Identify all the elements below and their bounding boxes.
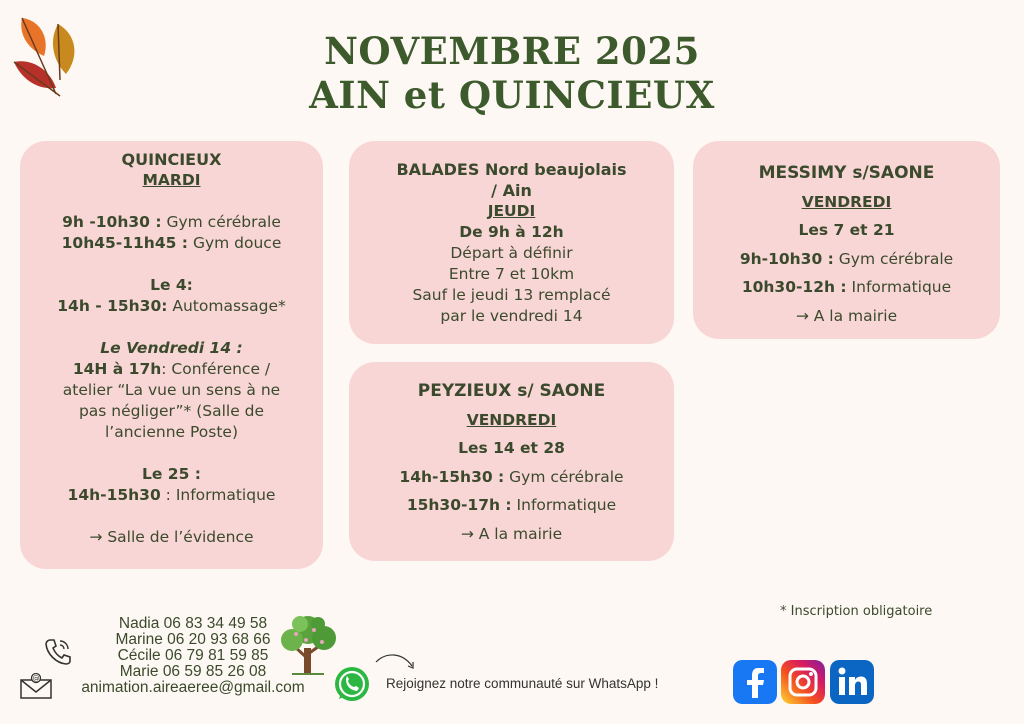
- inscription-note: * Inscription obligatoire: [780, 604, 933, 619]
- time-slot: 14h-15h30 :: [399, 467, 505, 486]
- location: → A la mairie: [795, 306, 898, 325]
- email-icon: [19, 672, 53, 700]
- activity: Automassage*: [167, 297, 286, 315]
- card-messimy: [693, 141, 1000, 339]
- activity: pas négliger”* (Salle de: [78, 402, 265, 420]
- card-day: MARDI: [142, 171, 201, 189]
- location: → Salle de l’évidence: [89, 528, 254, 546]
- location: → A la mairie: [460, 524, 563, 543]
- activity: l’ancienne Poste): [104, 423, 239, 441]
- card-title: / Ain: [491, 181, 532, 200]
- card-place: PEYZIEUX s/ SAONE: [417, 381, 606, 401]
- activity: Informatique: [511, 496, 617, 514]
- activity: Gym cérébrale: [161, 213, 281, 231]
- time-slot: 10h30-12h :: [741, 278, 847, 296]
- card-day: VENDREDI: [801, 192, 892, 211]
- detail: Départ à définir: [450, 244, 573, 262]
- card-title: BALADES Nord beaujolais: [396, 160, 627, 179]
- activity: Gym douce: [188, 234, 282, 252]
- tree-logo: [276, 610, 340, 678]
- time-slot: De 9h à 12h: [459, 223, 564, 241]
- activity: Gym cérébrale: [504, 467, 624, 486]
- detail: Entre 7 et 10km: [448, 265, 575, 283]
- activity: Gym cérébrale: [833, 249, 954, 268]
- instagram-icon[interactable]: [781, 660, 825, 704]
- card-place: MESSIMY s/SAONE: [758, 163, 935, 183]
- card-peyzieux: [349, 362, 674, 561]
- date-label: Le 4:: [150, 276, 193, 294]
- time-slot: 9h-10h30 :: [739, 249, 834, 268]
- detail: par le vendredi 14: [440, 307, 583, 325]
- contact-marie: Marie 06 59 85 26 08: [119, 663, 267, 680]
- whatsapp-invite[interactable]: Rejoignez notre communauté sur WhatsApp !: [386, 676, 659, 691]
- detail: Sauf le jeudi 13 remplacé: [412, 286, 611, 304]
- page-title-location: AIN et QUINCIEUX: [309, 73, 715, 117]
- contact-cecile: Cécile 06 79 81 59 85: [117, 647, 269, 664]
- time-slot: 9h -10h30 :: [62, 213, 162, 231]
- time-slot: 15h30-17h :: [406, 496, 512, 514]
- activity: : Informatique: [160, 486, 276, 504]
- card-day: VENDREDI: [466, 410, 557, 429]
- linkedin-icon[interactable]: [830, 660, 874, 704]
- time-slot: 10h45-11h45 :: [61, 234, 189, 252]
- arrow-icon: [372, 650, 418, 674]
- time-slot: 14h-15h30: [67, 486, 161, 504]
- whatsapp-icon[interactable]: [332, 664, 372, 704]
- card-place: QUINCIEUX: [121, 150, 222, 169]
- card-dates: Les 7 et 21: [798, 221, 895, 239]
- time-slot: 14H à 17h: [72, 360, 162, 378]
- contact-marine: Marine 06 20 93 68 66: [115, 631, 271, 648]
- card-day: JEUDI: [487, 202, 536, 220]
- time-slot: 14h - 15h30:: [57, 297, 168, 315]
- page-title-month: NOVEMBRE 2025: [324, 29, 700, 73]
- card-balades: [349, 141, 674, 344]
- card-quincieux: [20, 141, 323, 569]
- svg-text:@: @: [32, 674, 40, 683]
- activity: atelier “La vue un sens à ne: [62, 381, 281, 399]
- card-dates: Les 14 et 28: [458, 439, 565, 457]
- facebook-icon[interactable]: [733, 660, 777, 704]
- contact-nadia: Nadia 06 83 34 49 58: [118, 615, 268, 632]
- date-label: Le 25 :: [142, 465, 201, 483]
- activity: : Conférence /: [161, 360, 271, 378]
- contact-email[interactable]: animation.aireaeree@gmail.com: [81, 679, 305, 696]
- date-label: Le Vendredi 14 :: [100, 339, 243, 357]
- activity: Informatique: [846, 278, 952, 296]
